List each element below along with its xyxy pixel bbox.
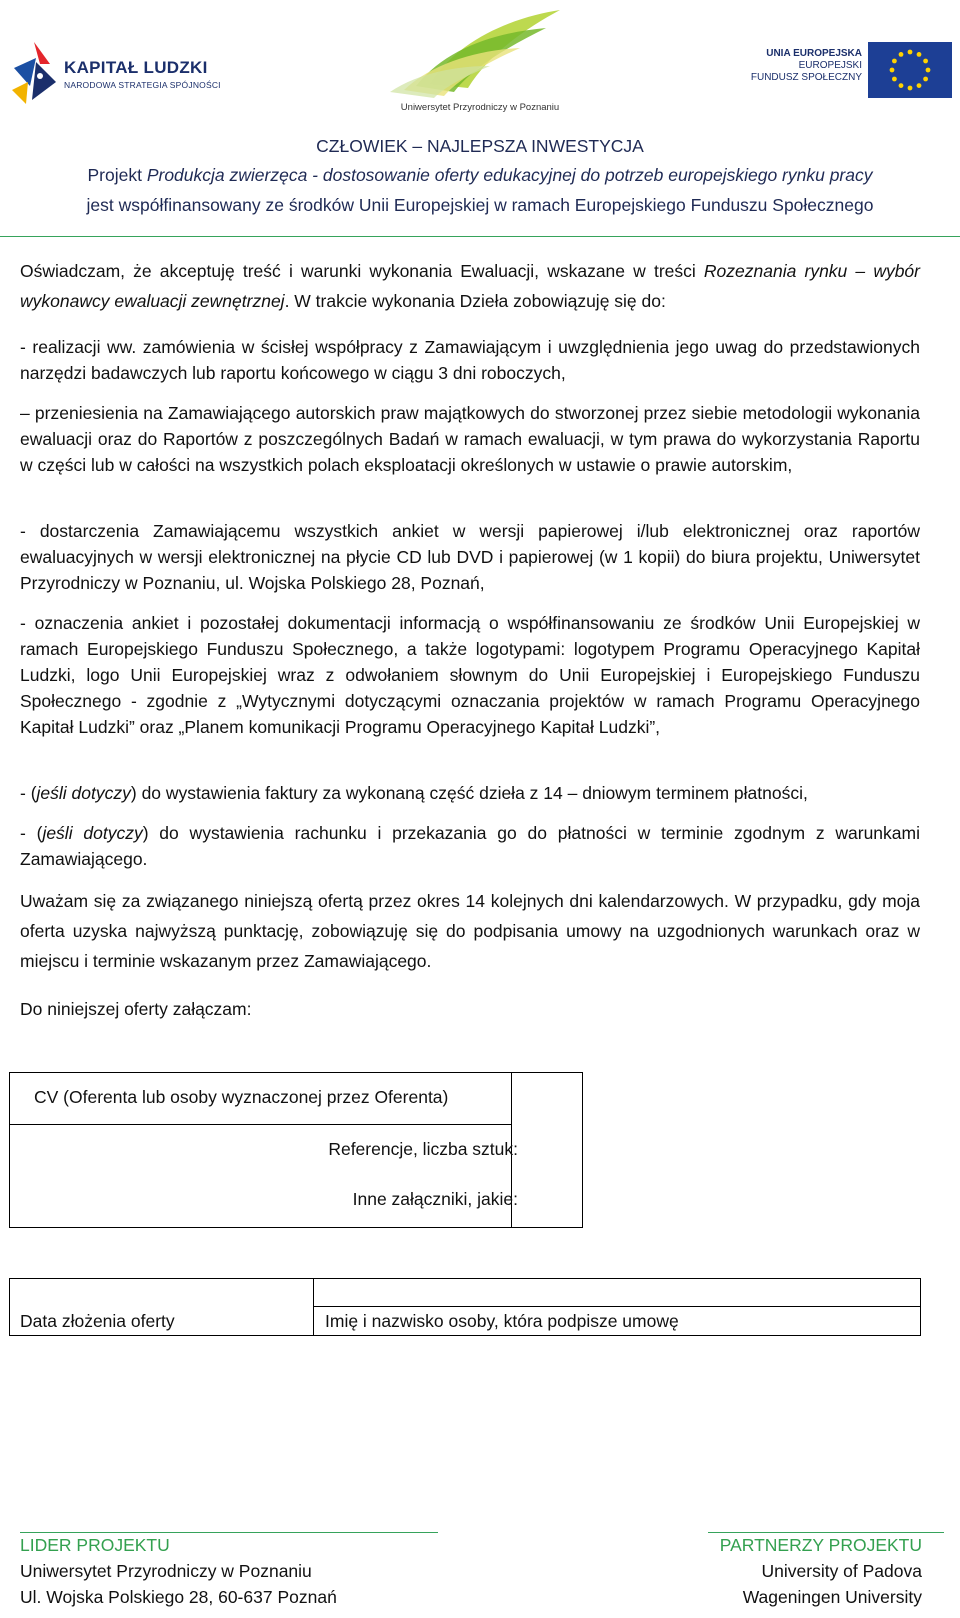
kapital-ludzki-logo [10, 38, 230, 108]
obligation-item-3: - dostarczenia Zamawiającemu wszystkich ankiet w wersji papierowej i/lub elektronicznej oraz raportów ewaluacyjnych w wersji elektronicznej na płycie CD lub DVD i papierowej (w 1 kopii) do biura projektu, Uniwersytet Przyrodniczy w Poznaniu, ul. Wojska Polskiego 28, Poznań, [20, 521, 920, 593]
acceptance-paragraph [20, 256, 920, 316]
kapital-ludzki-emblem-icon [10, 38, 60, 108]
obligation-item-5-a: - ( [20, 783, 37, 803]
footer-leader-name: Uniwersytet Przyrodniczy w Poznaniu [20, 1561, 312, 1581]
eu-line3: FUNDUSZ SPOŁECZNY [750, 72, 862, 83]
acceptance-text-a: Oświadczam, że akceptuję treść i warunki wykonania Ewaluacji, wskazane w treści [20, 261, 704, 281]
obligation-item-5-italic: jeśli dotyczy [36, 783, 131, 803]
footer-project-leader [20, 1532, 337, 1610]
header-project-prefix: Projekt [87, 165, 147, 185]
header-project [0, 165, 960, 186]
obligation-item-6 [20, 820, 920, 872]
eu-line1: UNIA EUROPEJSKA [766, 48, 862, 59]
submission-date-label: Data złożenia oferty [20, 1311, 175, 1331]
obligation-item-4: - oznaczenia ankiet i pozostałej dokumentacji informacją o współfinansowaniu ze środków Unii Europejskiej w ramach Europejskiego Funduszu Społecznego, a także logotypami: logotypem Programu Operacyjnego Kapitał Ludzki, logo Unii Europejskiej wraz z odwołaniem słownym do Unii Europejskiej i Europejskiego Funduszu Społecznego - zgodnie z „Wytycznymi dotyczącymi oznaczania projektów w ramach Programu Operacyjnego Kapitał Ludzki” oraz „Planem komunikacji Programu Operacyjnego Kapitał Ludzki”, [20, 613, 920, 737]
obligation-item-2: – przeniesienia na Zamawiającego autorskich praw majątkowych do stworzonej przez siebie metodologii wykonania ewaluacji oraz do Raportów z poszczególnych Badań w ramach ewaluacji, w tym prawa do wykorzystania Raportu w części lub w całości na wszystkich polach eksploatacji określonych w ustawie o prawie autorskim, [20, 403, 920, 475]
footer-leader-title: LIDER PROJEKTU [20, 1535, 170, 1555]
footer-partners-title: PARTNERZY PROJEKTU [719, 1535, 922, 1555]
obligation-item-5 [20, 780, 920, 806]
acceptance-text-b: . W trakcie wykonania Dzieła zobowiązuję się do: [284, 291, 666, 311]
binding-offer-paragraph: Uważam się za związanego niniejszą ofertą przez okres 14 kolejnych dni kalendarzowych. W przypadku, gdy moja oferta uzyska najwyższą punktację, zobowiązuję się do podpisania umowy na uzgodnionych warunkach oraz w miejscu i terminie wskazanym przez Zamawiającego. [20, 891, 920, 971]
footer-partner-wageningen: Wageningen University [742, 1587, 922, 1607]
signature-table-column-divider [313, 1279, 314, 1335]
eu-logo [750, 40, 952, 100]
obligation-item-1: - realizacji ww. zamówienia w ścisłej współpracy z Zamawiającym i uwzględnienia jego uwag do przedstawionych narzędzi badawczych lub raportu końcowego w ciągu 3 dni roboczych, [20, 337, 920, 383]
signature-table [9, 1278, 921, 1336]
header-funding: jest współfinansowany ze środków Unii Europejskiej w ramach Europejskiego Funduszu Społecznego [86, 195, 874, 215]
obligation-item-6-italic: jeśli dotyczy [42, 823, 143, 843]
footer-leader-address: Ul. Wojska Polskiego 28, 60-637 Poznań [20, 1587, 337, 1607]
obligation-item-5-b: ) do wystawienia faktury za wykonaną część dzieła z 14 – dniowym terminem płatności, [130, 783, 808, 803]
attachment-row-references: Referencje, liczba sztuk: [328, 1139, 518, 1159]
university-swoosh-icon [370, 6, 590, 102]
signatory-name-label: Imię i nazwisko osoby, która podpisze umowę [325, 1311, 679, 1331]
header-slogan: CZŁOWIEK – NAJLEPSZA INWESTYCJA [316, 136, 644, 156]
attachments-table-row-divider [10, 1124, 512, 1125]
acceptance-text-italic: Rozeznania rynku – wybór wykonawcy ewaluacji zewnętrznej [20, 261, 920, 311]
university-name: Uniwersytet Przyrodniczy w Poznaniu [400, 102, 560, 113]
header-project-title: Produkcja zwierzęca - dostosowanie oferty edukacyjnej do potrzeb europejskiego rynku pracy [146, 165, 873, 185]
university-logo [370, 6, 590, 118]
attachments-intro: Do niniejszej oferty załączam: [20, 999, 252, 1019]
kapital-ludzki-subtitle: NARODOWA STRATEGIA SPÓJNOŚCI [64, 80, 221, 90]
header-divider [0, 236, 960, 237]
attachment-row-other: Inne załączniki, jakie: [352, 1189, 518, 1209]
eu-flag-icon [868, 42, 952, 98]
footer-project-partners [720, 1532, 922, 1610]
kapital-ludzki-title: KAPITAŁ LUDZKI [64, 58, 208, 77]
obligation-item-6-b: ) do wystawienia rachunku i przekazania go do płatności w terminie zgodnym z warunkami Zamawiającego. [20, 823, 920, 869]
attachments-table [9, 1072, 583, 1228]
signature-table-row-divider [313, 1306, 920, 1307]
footer-partner-padova: University of Padova [761, 1561, 922, 1581]
obligation-item-6-a: - ( [20, 823, 43, 843]
eu-line2: EUROPEJSKI [798, 60, 862, 71]
attachment-row-cv: CV (Oferenta lub osoby wyznaczonej przez Oferenta) [34, 1087, 449, 1107]
